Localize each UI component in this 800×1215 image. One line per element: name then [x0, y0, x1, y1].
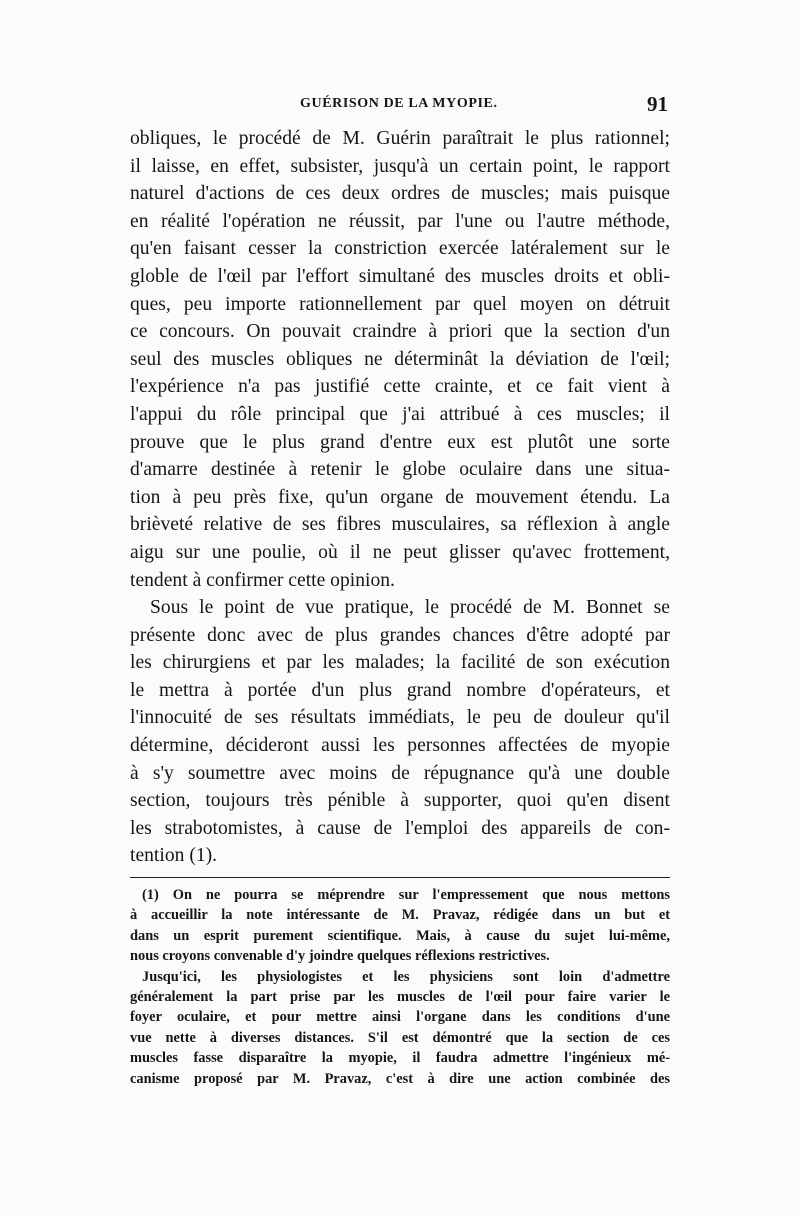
- page-header: [130, 92, 670, 122]
- footnote-line: à accueillir la note intéressante de M. Pravaz, rédigée dans un but et: [130, 907, 670, 924]
- body-line: qu'en faisant cesser la constriction exercée latéralement sur le: [130, 238, 670, 260]
- footnote-line: foyer oculaire, et pour mettre ainsi l'organe dans les conditions d'une: [130, 1009, 670, 1026]
- footnote-line: vue nette à diverses distances. S'il est démontré que la section de ces: [130, 1029, 670, 1046]
- body-line: en réalité l'opération ne réussit, par l'une ou l'autre méthode,: [130, 210, 670, 232]
- body-line: il laisse, en effet, subsister, jusqu'à un certain point, le rapport: [130, 155, 670, 177]
- body-line: globle de l'œil par l'effort simultané des muscles droits et obli-: [130, 265, 670, 287]
- footnote-line: Jusqu'ici, les physiologistes et les physiciens sont loin d'admettre: [142, 968, 670, 985]
- body-line: seul des muscles obliques ne déterminât la déviation de l'œil;: [130, 348, 670, 370]
- body-line: l'innocuité de ses résultats immédiats, le peu de douleur qu'il: [130, 707, 670, 729]
- body-line: l'appui du rôle principal que j'ai attribué à ces muscles; il: [130, 403, 670, 425]
- page-number: 91: [647, 92, 668, 116]
- footnote-line: généralement la part prise par les muscles de l'œil pour faire varier le: [130, 988, 670, 1005]
- body-line: aigu sur une poulie, où il ne peut glisser qu'avec frottement,: [130, 541, 670, 563]
- footnote-line: muscles fasse disparaître la myopie, il faudra admettre l'ingénieux mé-: [130, 1050, 670, 1067]
- body-line: détermine, décideront aussi les personnes affectées de myopie: [130, 735, 670, 757]
- footnote-line: dans un esprit purement scientifique. Mais, à cause du sujet lui-même,: [130, 927, 670, 944]
- body-line: présente donc avec de plus grandes chances d'être adopté par: [130, 624, 670, 646]
- footnote-line: nous croyons convenable d'y joindre quelques réflexions restrictives.: [130, 948, 550, 965]
- body-line: section, toujours très pénible à supporter, quoi qu'en disent: [130, 790, 670, 812]
- footnote-line: canisme proposé par M. Pravaz, c'est à dire une action combinée des: [130, 1070, 670, 1087]
- body-line: d'amarre destinée à retenir le globe oculaire dans une situa-: [130, 459, 670, 481]
- body-line: les chirurgiens et par les malades; la facilité de son exécution: [130, 652, 670, 674]
- body-line: les strabotomistes, à cause de l'emploi des appareils de con-: [130, 817, 670, 839]
- body-line: ques, peu importe rationnellement par quel moyen on détruit: [130, 293, 670, 315]
- footnote: [130, 885, 670, 1089]
- body-line: l'expérience n'a pas justifié cette crainte, et ce fait vient à: [130, 376, 670, 398]
- body-line: Sous le point de vue pratique, le procédé de M. Bonnet se: [150, 597, 670, 619]
- body-line: à s'y soumettre avec moins de répugnance qu'à une double: [130, 762, 670, 784]
- book-page: [130, 92, 670, 1089]
- body-line: tion à peu près fixe, qu'un organe de mouvement étendu. La: [130, 486, 670, 508]
- body-line: prouve que le plus grand d'entre eux est plutôt une sorte: [130, 431, 670, 453]
- footnote-rule: [130, 877, 670, 878]
- running-head: GUÉRISON DE LA MYOPIE.: [300, 96, 498, 111]
- body-line: le mettra à portée d'un plus grand nombre d'opérateurs, et: [130, 679, 670, 701]
- body-line: brièveté relative de ses fibres musculaires, sa réflexion à angle: [130, 514, 670, 536]
- footnote-line: (1) On ne pourra se méprendre sur l'empressement que nous mettons: [142, 887, 670, 904]
- body-line: ce concours. On pouvait craindre à priori que la section d'un: [130, 321, 670, 343]
- body-line: naturel d'actions de ces deux ordres de muscles; mais puisque: [130, 183, 670, 205]
- body-line: tention (1).: [130, 845, 218, 867]
- body-line: tendent à confirmer cette opinion.: [130, 569, 395, 591]
- body-line: obliques, le procédé de M. Guérin paraîtrait le plus rationnel;: [130, 128, 670, 149]
- body-text: [130, 125, 670, 870]
